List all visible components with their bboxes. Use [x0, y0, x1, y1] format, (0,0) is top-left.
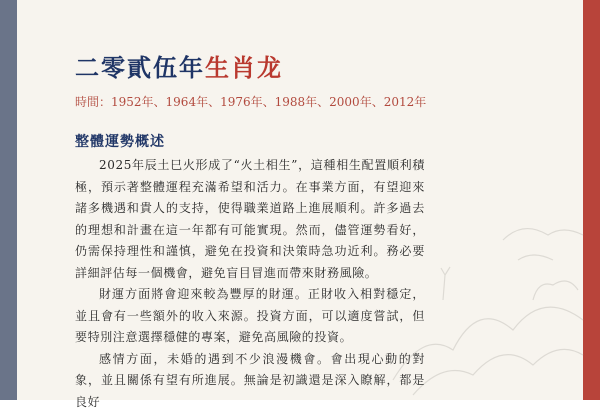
body-text	[75, 155, 425, 413]
section-title: 整體運勢概述	[75, 131, 165, 151]
document-page	[17, 0, 583, 400]
title-main: 二零貳伍年	[75, 53, 205, 82]
paragraph-wealth: 財運方面將會迎來較為豐厚的財運。正財收入相對穩定，並且會有一些額外的收入來源。投資方面，可以適度嘗試，但要特別注意選擇穩健的專案，避免高風險的投資。	[75, 284, 425, 349]
right-edge-band	[583, 0, 600, 400]
page-title	[75, 48, 283, 83]
title-accent: 生肖龙	[205, 53, 283, 82]
paragraph-career: 2025年辰土巳火形成了“火土相生”，這種相生配置順利積極，預示著整體運程充滿希望和活力。在事業方面，有望迎來諸多機遇和貴人的支持，使得職業道路上進展順利。許多過去的理想和計畫在這一年都有可能實現。然而，儘管運勢看好，仍需保持理性和謹慎，避免在投資和決策時急功近利。務必要詳細評估每一個機會，避免盲目冒進而帶來財務風險。	[75, 155, 425, 284]
paragraph-love: 感情方面，未婚的遇到不少浪漫機會。會出現心動的對象，並且關係有望有所進展。無論是初識還是深入瞭解，都是良好	[75, 349, 425, 413]
birth-years: 時間：1952年、1964年、1976年、1988年、2000年、2012年	[75, 93, 426, 110]
left-edge-band	[0, 0, 17, 400]
